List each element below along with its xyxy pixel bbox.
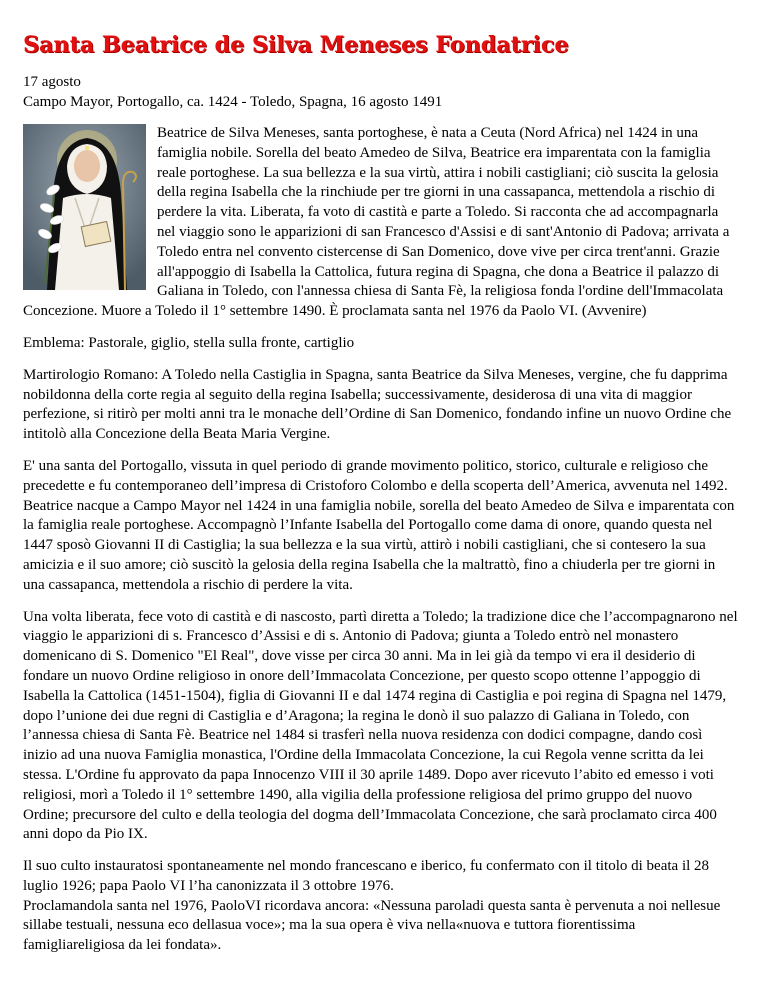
saint-portrait-image bbox=[23, 124, 146, 290]
document-body bbox=[23, 30, 739, 956]
cult-text: Il suo culto instauratosi spontaneamente nel mondo francescano e iberico, fu confermato con il titolo di beata il 28 luglio 1926; papa Paolo VI l’ha canonizzata il 3 ottobre 1976. bbox=[23, 858, 710, 894]
page-title: Santa Beatrice de Silva Meneses Fondatrice bbox=[23, 32, 569, 58]
liberation-paragraph: Una volta liberata, fece voto di castità e di nascosto, partì diretta a Toledo; la tradizione dice che l’accompagnarono nel viaggio le apparizioni di s. Francesco d’Assisi e di s. Antonio di Padova; giunta a Toledo entrò nel monastero domenicano di S. Domenico "El Real", dove visse per circa 30 anni. Ma in lei già da tempo vi era il desiderio di fondare un nuovo Ordine religioso in onore dell’Immacolata Concezione, per questo scopo ottenne l’appoggio di Isabella la Cattolica (1451-1504), figlia di Giovanni II e dal 1474 regina di Castiglia e poi regina di Spagna nel 1479, dopo l’unione dei due regni di Castiglia e d’Aragona; la regina le donò il suo palazzo di Galiana in Toledo, con l’annessa chiesa di Santa Fè. Beatrice nel 1484 si trasferì nella nuova residenza con dodici compagne, dando così inizio ad una nuova Famiglia monastica, l'Ordine della Immacolata Concezione, la cui Regola venne scritta da lei stessa. L'Ordine fu approvato da papa Innocenzo VIII il 30 aprile 1489. Dopo aver ricevuto l’abito ed emesso i voti religiosi, morì a Toledo il 1° settembre 1490, alla vigilia della professione religiosa del primo gruppo del nuovo Ordine; precursore del culto e della teologia del dogma dell’Immacolata Concezione, che sarà proclamato circa 400 anni dopo da Pio IX. bbox=[23, 608, 738, 843]
intro-text: Beatrice de Silva Meneses, santa portoghese, è nata a Ceuta (Nord Africa) nel 1424 in una famiglia nobile. Sorella del beato Amedeo de Silva, Beatrice era imparentata con la famiglia reale portoghese. La sua bellezza e la sua virtù, attira i nobili castigliani; ciò suscita la gelosia della regina Isabella che la rinchiude per tre giorni in una cassapanca, mettendola a rischio di perdere la vita. Liberata, fa voto di castità e parte a Toledo. Si racconta che ad accompagnarla nel viaggio sono le apparizioni di san Francesco d'Assisi e di sant'Antonio di Padova; arrivata a Toledo entra nel convento cistercense di San Domenico, dove vive per circa trent'anni. Grazie all'appoggio di Isabella la Cattolica, futura regina di Spagna, che dona a Beatrice il palazzo di Galiana in Toledo, con l'annessa chiesa di Santa Fè, la religiosa fonda l'ordine dell'Immacolata Concezione. Muore a Toledo il 1° settembre 1490. È proclamata santa nel 1976 da Paolo VI. (Avvenire) bbox=[23, 125, 730, 320]
closing-text: Proclamandola santa nel 1976, PaoloVI ricordava ancora: «Nessuna paroladi questa santa è pervenuta a noi nellesue sillabe testuali, nessuna eco dellasua voce»; ma la sua opera è viva nella«nuova e tuttora fiorentissima famigliareligiosa da lei fondata». bbox=[23, 897, 721, 954]
martyrology-paragraph: Martirologio Romano: A Toledo nella Castiglia in Spagna, santa Beatrice da Silva Meneses, vergine, che fu dapprima nobildonna della corte regia al seguito della regina Isabella; successivamente, desiderosa di una vita di maggior perfezione, si ritirò per molti anni tra le monache dell’Ordine di San Domenico, fondando infine un nuovo Ordine che intitolò alla Concezione della Beata Maria Vergine. bbox=[23, 366, 732, 443]
intro-paragraph bbox=[23, 124, 739, 322]
cult-paragraph bbox=[23, 857, 739, 956]
saint-portrait-icon bbox=[23, 124, 146, 290]
emblem-paragraph: Emblema: Pastorale, giglio, stella sulla fronte, cartiglio bbox=[23, 334, 355, 351]
birth-death-places: Campo Mayor, Portogallo, ca. 1424 - Toledo, Spagna, 16 agosto 1491 bbox=[23, 94, 443, 110]
feast-date: 17 agosto bbox=[23, 74, 81, 90]
history-paragraph: E' una santa del Portogallo, vissuta in quel periodo di grande movimento politico, storico, culturale e religioso che precedette e fu contemporaneo dell’impresa di Cristoforo Colombo e della scoperta dell’America, avvenuta nel 1492. Beatrice nacque a Campo Mayor nel 1424 in una famiglia nobile, sorella del beato Amedeo de Silva e imparentata con la famiglia reale portoghese. Accompagnò l’Infante Isabella del Portogallo come dama di onore, quando questa nel 1447 sposò Giovanni II di Castiglia; la sua bellezza e la sua virtù, attirò i nobili castigliani, che si contesero la sua amicizia e il suo amore; ciò suscitò la gelosia della regina Isabella che la maltrattò, fino a chiuderla per tre giorni in una cassapanca, mettendola a rischio di perdere la vita. bbox=[23, 457, 735, 593]
